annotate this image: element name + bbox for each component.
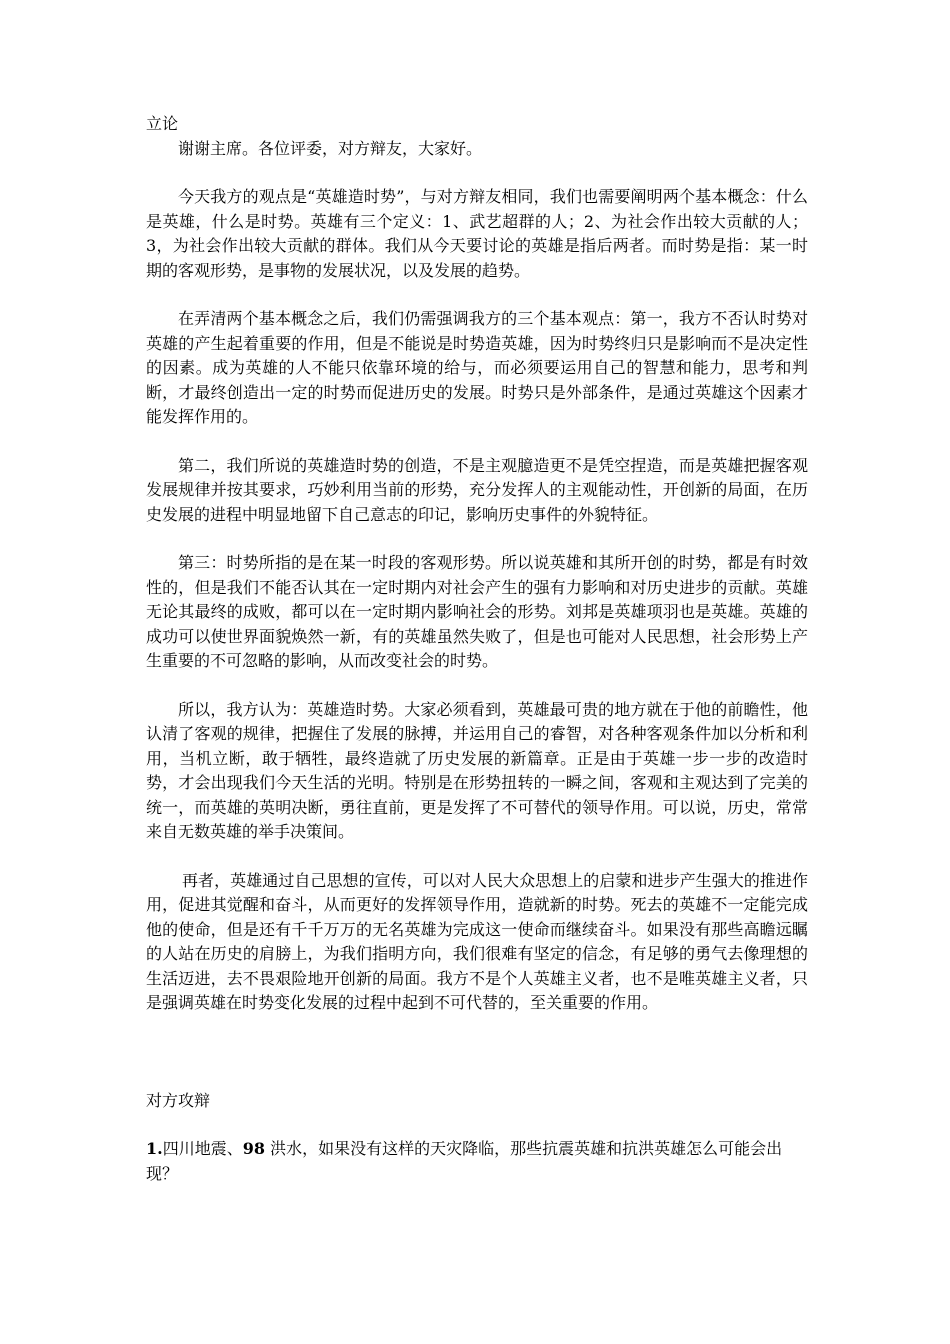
spacer xyxy=(146,674,808,698)
document-page xyxy=(146,112,808,1186)
question-bold-number: 98 xyxy=(242,1139,265,1158)
spacer xyxy=(146,845,808,869)
question-number: 1. xyxy=(146,1139,163,1158)
paragraph-conclusion: 所以，我方认为：英雄造时势。大家必须看到，英雄最可贵的地方就在于他的前瞻性，他认清了客观的规律，把握住了发展的脉搏，并运用自己的睿智，对各种客观条件加以分析和利用，当机立断，敢于牺牲，最终造就了历史发展的新篇章。正是由于英雄一步一步的改造时势，才会出现我们今天生活的光明。特别是在形势扭转的一瞬之间，客观和主观达到了完美的统一，而英雄的英明决断，勇往直前，更是发挥了不可替代的领导作用。可以说，历史，常常来自无数英雄的举手决策间。 xyxy=(146,699,808,841)
question-one xyxy=(146,1137,808,1186)
greeting-paragraph: 谢谢主席。各位评委，对方辩友，大家好。 xyxy=(178,138,483,158)
spacer xyxy=(146,161,808,185)
spacer xyxy=(146,527,808,551)
spacer xyxy=(146,283,808,307)
question-text-b: 洪水，如果没有这样的天灾降临，那些抗震英雄和抗洪英雄怎么可能会出现？ xyxy=(146,1139,783,1183)
paragraph-viewpoint-three: 第三：时势所指的是在某一时段的客观形势。所以说英雄和其所开创的时势，都是有时效性的，但是我们不能否认其在一定时期内对社会产生的强有力影响和对历史进步的贡献。英雄无论其最终的成败，都可以在一定时期内影响社会的形势。刘邦是英雄项羽也是英雄。英雄的成功可以使世界面貌焕然一新，有的英雄虽然失败了，但是也可能对人民思想，社会形势上产生重要的不可忽略的影响，从而改变社会的时势。 xyxy=(146,553,808,670)
spacer xyxy=(146,1016,808,1089)
paragraph-viewpoint-two: 第二，我们所说的英雄造时势的创造，不是主观臆造更不是凭空捏造，而是英雄把握客观发展规律并按其要求，巧妙利用当前的形势，充分发挥人的主观能动性，开创新的局面，在历史发展的进程中明显地留下自己意志的印记，影响历史事件的外貌特征。 xyxy=(146,455,808,524)
paragraph-furthermore: 再者，英雄通过自己思想的宣传，可以对人民大众思想上的启蒙和进步产生强大的推进作用，促进其觉醒和奋斗，从而更好的发挥领导作用，造就新的时势。死去的英雄不一定能完成他的使命，但是还有千千万万的无名英雄为完成这一使命而继续奋斗。如果没有那些高瞻远瞩的人站在历史的肩膀上，为我们指明方向，我们很难有坚定的信念，有足够的勇气去像理想的生活迈进，去不畏艰险地开创新的局面。我方不是个人英雄主义者，也不是唯英雄主义者，只是强调英雄在时势变化发展的过程中起到不可代替的，至关重要的作用。 xyxy=(146,870,808,1012)
section-title-lilun: 立论 xyxy=(146,114,179,133)
spacer xyxy=(146,430,808,454)
paragraph-viewpoint-one: 在弄清两个基本概念之后，我们仍需强调我方的三个基本观点：第一，我方不否认时势对英雄的产生起着重要的作用，但是不能说是时势造英雄，因为时势终归只是影响而不是决定性的因素。成为英雄的人不能只依靠环境的给与，而必须要运用自己的智慧和能力，思考和判断，才最终创造出一定的时势而促进历史的发展。时势只是外部条件，是通过英雄这个因素才能发挥作用的。 xyxy=(146,309,808,426)
section-title-gongbian: 对方攻辩 xyxy=(146,1090,211,1110)
spacer xyxy=(146,1113,808,1137)
paragraph-definitions: 今天我方的观点是“英雄造时势”，与对方辩友相同，我们也需要阐明两个基本概念：什么是英雄，什么是时势。英雄有三个定义：1、武艺超群的人；2、为社会作出较大贡献的人；3，为社会作出较大贡献的群体。我们从今天要讨论的英雄是指后两者。而时势是指：某一时期的客观形势，是事物的发展状况，以及发展的趋势。 xyxy=(146,187,808,280)
question-text-a: 四川地震、 xyxy=(162,1139,243,1158)
